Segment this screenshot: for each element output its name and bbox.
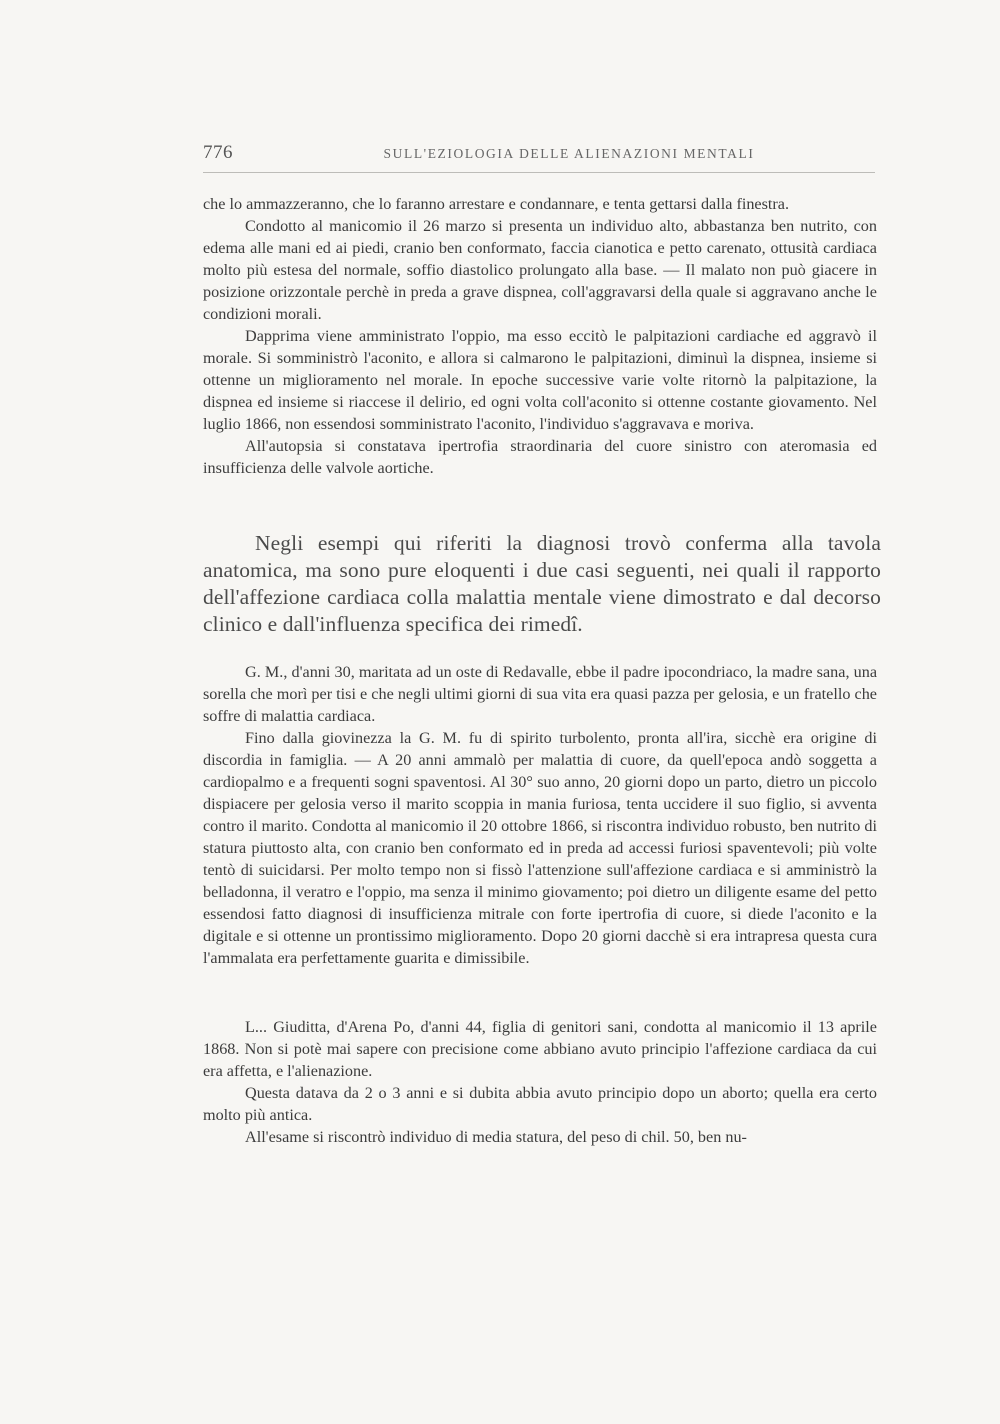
case-gm-text <box>203 661 877 969</box>
paragraph: Questa datava da 2 o 3 anni e si dubita abbia avuto principio dopo un aborto; quella era certo molto più antica. <box>203 1084 877 1124</box>
paragraph: G. M., d'anni 30, maritata ad un oste di Redavalle, ebbe il padre ipocondriaco, la madre sana, una sorella che morì per tisi e che negli ultimi giorni di sua vita era quasi pazza per gelosia, e un fratello che soffre di malattia cardiaca. <box>203 663 877 725</box>
paragraph: che lo ammazzeranno, che lo faranno arrestare e condannare, e tenta gettarsi dalla finestra. <box>203 195 790 213</box>
page-header <box>203 142 875 172</box>
paragraph: All'esame si riscontrò individuo di media statura, del peso di chil. 50, ben nu- <box>245 1128 747 1146</box>
paragraph: L... Giuditta, d'Arena Po, d'anni 44, figlia di genitori sani, condotta al manicomio il 13 aprile 1868. Non si potè mai sapere con precisione come abbiano avuto principio l'affezione cardiaca da cui era affetta, e l'alienazione. <box>203 1018 877 1080</box>
paragraph: All'autopsia si constatava ipertrofia straordinaria del cuore sinistro con ateromasia ed insufficienza delle valvole aortiche. <box>203 437 877 477</box>
running-head: SULL'EZIOLOGIA DELLE ALIENAZIONI MENTALI <box>383 146 755 161</box>
paragraph: Condotto al manicomio il 26 marzo si presenta un individuo alto, abbastanza ben nutrito, con edema alle mani ed ai piedi, cranio ben conformato, faccia cianotica e petto carenato, ottusità cardiaca molto più estesa del normale, soffio diastolico prolungato alla base. — Il malato non può giacere in posizione orizzontale perchè in preda a grave dispnea, coll'aggravarsi della quale si aggravano anche le condizioni morali. <box>203 217 877 323</box>
header-rule <box>203 172 875 173</box>
paragraph: Dapprima viene amministrato l'oppio, ma esso eccitò le palpitazioni cardiache ed aggravò il morale. Si somministrò l'aconito, e allora si calmarono le palpitazioni, diminuì la dispnea, insieme si ottenne un miglioramento nel morale. In epoche successive varie volte ritornò la palpitazione, la dispnea ed insieme si riaccese il delirio, ed ogni volta coll'aconito si ottenne costante giovamento. Nel luglio 1866, non essendosi somministrato l'aconito, l'individuo s'aggravava e moriva. <box>203 327 877 433</box>
case-giuditta-text <box>203 1016 877 1148</box>
case-continuation-text <box>203 193 877 479</box>
page-number: 776 <box>203 142 233 163</box>
paragraph: Negli esempi qui riferiti la diagnosi trovò conferma alla tavola anatomica, ma sono pure eloquenti i due casi seguenti, nei quali il rapporto dell'affezione cardiaca colla malattia mentale viene dimostrato e dal decorso clinico e dall'influenza specifica dei rimedî. <box>203 531 881 636</box>
main-text-paragraph <box>203 530 881 638</box>
paragraph: Fino dalla giovinezza la G. M. fu di spirito turbolento, pronta all'ira, sicchè era origine di discordia in famiglia. — A 20 anni ammalò per malattia di cuore, da quell'epoca andò soggetta a cardiopalmo e a frequenti sogni spaventosi. Al 30° suo anno, 20 giorni dopo un parto, dietro un piccolo dispiacere per gelosia verso il marito scoppia in mania furiosa, tenta uccidere il suo figlio, si avventa contro il marito. Condotta al manicomio il 20 ottobre 1866, si riscontra individuo robusto, ben nutrito di statura piuttosto alta, con cranio ben conformato ed in preda ad accessi furiosi spaventevoli; più volte tentò di suicidarsi. Per molto tempo non si fissò l'attenzione sull'affezione cardiaca e si amministrò la belladonna, il veratro e l'oppio, ma senza il minimo giovamento; poi dietro un diligente esame del petto essendosi fatto diagnosi di insufficienza mitrale con forte ipertrofia di cuore, si diede l'aconito e la digitale e si ottenne un prontissimo miglioramento. Dopo 20 giorni dacchè si era intrapresa questa cura l'ammalata era perfettamente guarita e dimissibile. <box>203 729 877 967</box>
